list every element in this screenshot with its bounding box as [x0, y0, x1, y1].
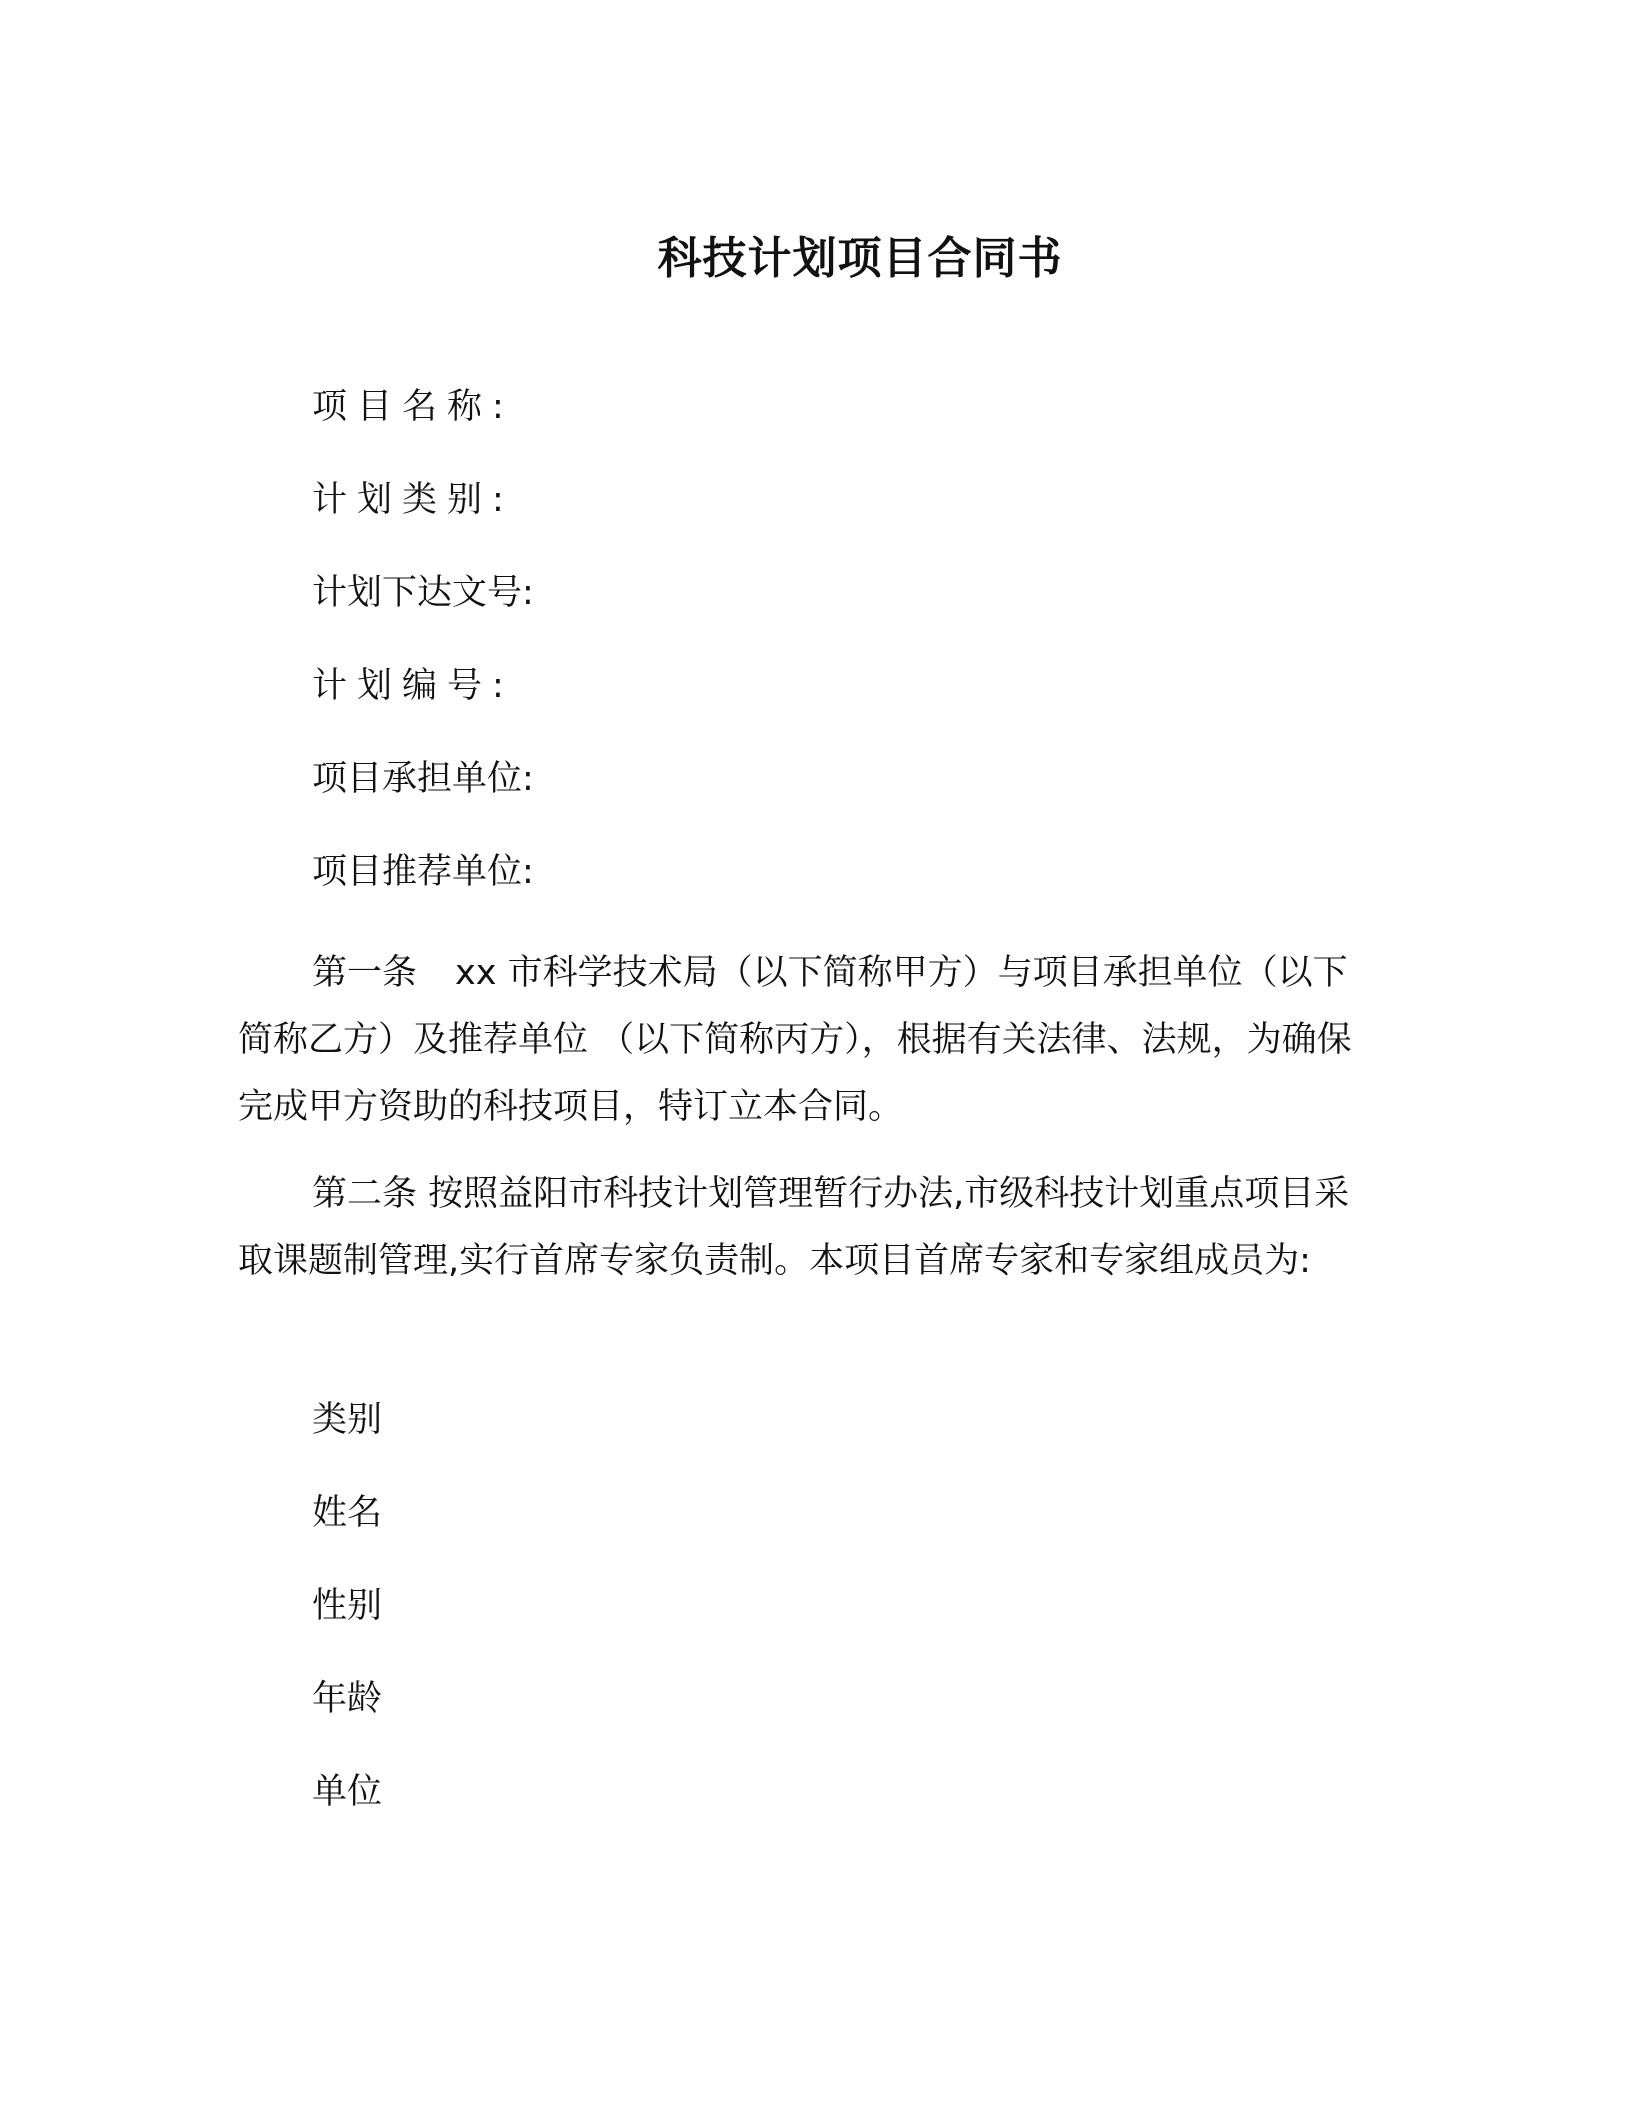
member-field-name: 姓名: [312, 1493, 383, 1533]
field-plan-doc-number: 计划下达文号:: [312, 573, 534, 613]
article-2-text: 按照益阳市科技计划管理暂行办法,市级科技计划重点项目采取课题制管理,实行首席专家负责制。本项目首席专家和专家组成员为:: [238, 1174, 1350, 1281]
article-1-text: xx 市科学技术局（以下简称甲方）与项目承担单位（以下简称乙方）及推荐单位 （以下简称丙方），根据有关法律、法规，为确保完成甲方资助的科技项目，特订立本合同。: [238, 953, 1352, 1127]
article-1-number: 第一条: [312, 953, 418, 993]
article-2-number: 第二条: [312, 1174, 418, 1214]
member-field-unit: 单位: [312, 1772, 383, 1812]
article-1: [238, 940, 1368, 1141]
member-field-age: 年龄: [312, 1679, 383, 1719]
field-plan-category: 计划类别:: [312, 480, 514, 520]
member-field-gender: 性别: [312, 1586, 383, 1626]
field-project-name: 项目名称:: [312, 387, 514, 427]
field-plan-number: 计划编号:: [312, 666, 514, 706]
member-field-category: 类别: [312, 1400, 383, 1440]
field-undertaking-unit: 项目承担单位:: [312, 759, 534, 799]
article-2: [238, 1161, 1368, 1295]
field-recommending-unit: 项目推荐单位:: [312, 852, 534, 892]
document-title: 科技计划项目合同书: [657, 233, 1063, 284]
